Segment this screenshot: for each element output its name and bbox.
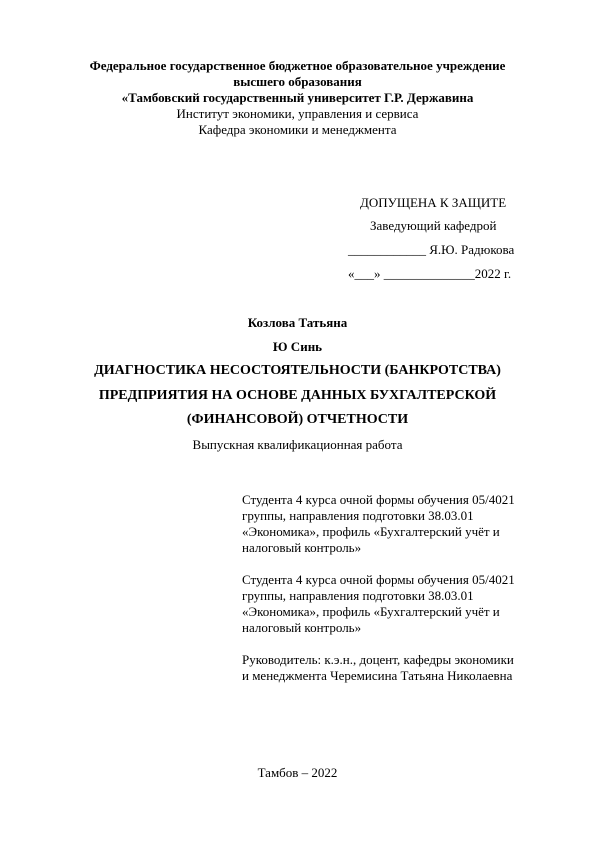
student-2-line: налоговый контроль»	[242, 620, 362, 635]
author-1: Козлова Татьяна	[247, 315, 348, 330]
student-2-line: Студента 4 курса очной формы обучения 05/4021	[242, 572, 515, 587]
approval-date-line: «___» ______________2022 г.	[348, 266, 512, 281]
student-2-line: группы, направления подготовки 38.03.01	[242, 588, 474, 603]
header-university: «Тамбовский государственный университет Г.Р. Державина	[121, 90, 474, 105]
header-line-1: Федеральное государственное бюджетное образовательное учреждение	[89, 58, 506, 73]
supervisor-line: Руководитель: к.э.н., доцент, кафедры экономики	[242, 652, 514, 667]
student-1-line: «Экономика», профиль «Бухгалтерский учёт и	[242, 524, 500, 539]
student-2-line: «Экономика», профиль «Бухгалтерский учёт и	[242, 604, 500, 619]
student-1-line: Студента 4 курса очной формы обучения 05/4021	[242, 492, 515, 507]
author-2: Ю Синь	[272, 339, 323, 354]
student-1-info	[242, 492, 515, 556]
header-line-2: высшего образования	[233, 74, 362, 89]
supervisor-line: и менеджмента Черемисина Татьяна Николаевна	[242, 668, 513, 683]
student-2-info	[242, 572, 515, 636]
student-1-line: группы, направления подготовки 38.03.01	[242, 508, 474, 523]
thesis-type: Выпускная квалификационная работа	[192, 437, 403, 452]
thesis-title-line-3: (ФИНАНСОВОЙ) ОТЧЕТНОСТИ	[186, 412, 409, 427]
approval-position: Заведующий кафедрой	[370, 218, 497, 233]
supervisor-info	[242, 652, 514, 684]
thesis-title-line-1: ДИАГНОСТИКА НЕСОСТОЯТЕЛЬНОСТИ (БАНКРОТСТВА)	[94, 363, 501, 378]
thesis-title-line-2: ПРЕДПРИЯТИЯ НА ОСНОВЕ ДАННЫХ БУХГАЛТЕРСКОЙ	[98, 388, 497, 403]
city-year: Тамбов – 2022	[257, 765, 338, 780]
approval-signature-line: ____________ Я.Ю. Радюкова	[348, 242, 515, 257]
student-1-line: налоговый контроль»	[242, 540, 362, 555]
header-institute: Институт экономики, управления и сервиса	[176, 106, 419, 121]
header-department: Кафедра экономики и менеджмента	[198, 122, 397, 137]
approval-title: ДОПУЩЕНА К ЗАЩИТЕ	[360, 195, 507, 210]
